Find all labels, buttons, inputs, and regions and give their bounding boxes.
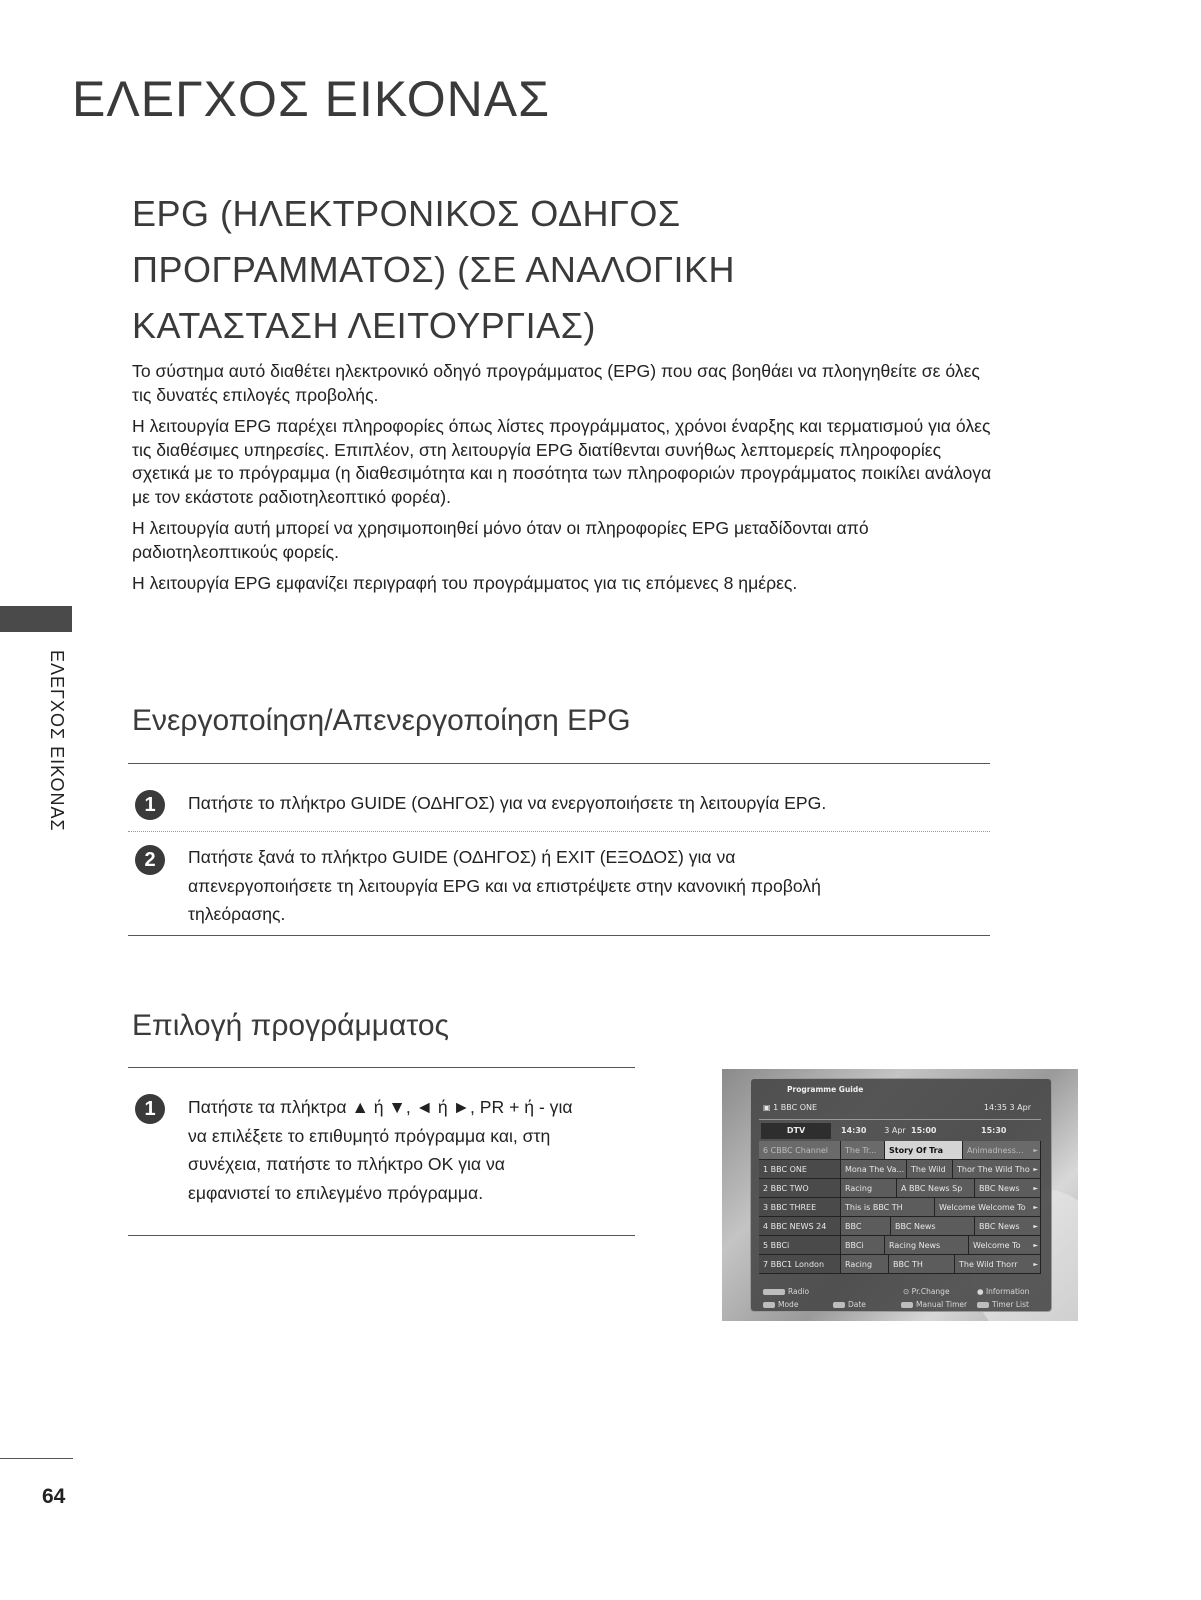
guide-programme-cell[interactable]: BBC News (891, 1217, 975, 1236)
guide-footer-mode: Mode (763, 1300, 798, 1309)
guide-programme-cell[interactable]: BBC (841, 1217, 891, 1236)
arrow-right-icon: ► (1033, 1166, 1038, 1173)
step-text (188, 1093, 573, 1207)
guide-row[interactable] (759, 1255, 1041, 1274)
guide-separator (759, 1119, 1041, 1120)
guide-channel-label: 1 BBC ONE (773, 1103, 818, 1112)
guide-row[interactable] (759, 1198, 1041, 1217)
intro-text (132, 360, 992, 604)
guide-programme-cell[interactable]: Racing News (885, 1236, 969, 1255)
guide-programme-cell[interactable]: BBCi (841, 1236, 885, 1255)
guide-programme-cell[interactable]: Racing (841, 1255, 889, 1274)
step-number: 2 (135, 845, 165, 875)
guide-programme-cell[interactable]: BBC News ► (975, 1217, 1041, 1236)
step-text-line: τηλεόρασης. (188, 904, 286, 924)
guide-footer-timer-list: Timer List (977, 1300, 1029, 1309)
guide-programme-cell[interactable]: A BBC News Sp (897, 1179, 975, 1198)
guide-programme-cell[interactable]: The Wild (907, 1160, 953, 1179)
guide-programme-cell[interactable]: Welcome To ► (969, 1236, 1041, 1255)
page-number-rule (0, 1458, 73, 1459)
intro-paragraph: Η λειτουργία EPG παρέχει πληροφορίες όπως λίστες προγράμματος, χρόνοι έναρξης και τερματισμού για όλες τις διαθέσιμες υπηρεσίες. Επιπλέον, στη λειτουργία EPG διατίθενται συνήθως λεπτομερείς πληροφορίες σχετικά με το πρόγραμμα (η διαθεσιμότητα και η ποσότητα των πληροφοριών προγράμματος ποικίλει ανάλογα με τον εκάστοτε ραδιοτηλεοπτικό φορέα). (132, 416, 992, 507)
guide-time-header: 15:00 (911, 1126, 937, 1135)
side-tab-marker (0, 606, 72, 632)
guide-footer-pr-change: ⊙ Pr.Change (903, 1287, 950, 1296)
step-number: 1 (135, 790, 165, 820)
programme-guide-screenshot (722, 1069, 1078, 1321)
step-text-line: Πατήστε τα πλήκτρα ▲ ή ▼, ◄ ή ►, PR + ή - για (188, 1097, 573, 1117)
guide-channel-name: 2 BBC TWO (759, 1179, 841, 1198)
section1-title: Ενεργοποίηση/Απενεργοποίηση EPG (132, 704, 631, 737)
chapter-title: ΕΛΕΓΧΟΣ ΕΙΚΟΝΑΣ (72, 71, 550, 127)
guide-channel-name: 4 BBC NEWS 24 (759, 1217, 841, 1236)
pr-change-icon: ⊙ (903, 1287, 912, 1296)
arrow-right-icon: ► (1033, 1261, 1038, 1268)
guide-programme-cell[interactable]: Thor The Wild Tho ► (953, 1160, 1041, 1179)
arrow-right-icon: ► (1033, 1223, 1038, 1230)
guide-footer-manual-timer: Manual Timer (901, 1300, 967, 1309)
guide-programme-cell[interactable]: Racing (841, 1179, 897, 1198)
guide-programme-cell[interactable]: BBC TH (889, 1255, 955, 1274)
step-text (188, 843, 821, 929)
guide-channel-name: 6 CBBC Channel (759, 1141, 841, 1160)
section2-bottom-rule (128, 1235, 635, 1236)
arrow-right-icon: ► (1033, 1147, 1038, 1154)
guide-programme-cell[interactable]: The Tr... (841, 1141, 885, 1160)
step-text-line: Πατήστε ξανά το πλήκτρο GUIDE (ΟΔΗΓΟΣ) ή EXIT (ΕΞΟΔΟΣ) για να (188, 847, 736, 867)
section1-top-rule (128, 763, 990, 764)
section1-bottom-rule (128, 935, 990, 936)
arrow-right-icon: ► (1033, 1204, 1038, 1211)
guide-time-header: 14:30 (841, 1126, 867, 1135)
guide-channel-name: 3 BBC THREE (759, 1198, 841, 1217)
guide-date-header: 3 Apr (884, 1126, 906, 1135)
step-text-line: συνέχεια, πατήστε το πλήκτρο OK για να (188, 1154, 505, 1174)
step-divider (128, 831, 990, 832)
guide-row[interactable] (759, 1160, 1041, 1179)
guide-programme-cell[interactable]: Welcome Welcome To ► (935, 1198, 1041, 1217)
guide-current-channel (763, 1103, 817, 1112)
guide-programme-cell-selected[interactable]: Story Of Tra (885, 1141, 963, 1160)
guide-row[interactable] (759, 1217, 1041, 1236)
guide-row[interactable] (759, 1141, 1041, 1160)
step-text: Πατήστε το πλήκτρο GUIDE (ΟΔΗΓΟΣ) για να ενεργοποιήσετε τη λειτουργία EPG. (188, 793, 827, 813)
blue-key-icon (977, 1302, 989, 1308)
section-title: EPG (ΗΛΕΚΤΡΟΝΙΚΟΣ ΟΔΗΓΟΣ ΠΡΟΓΡΑΜΜΑΤΟΣ) (ΣΕ ΑΝΑΛΟΓΙΚΗ ΚΑΤΑΣΤΑΣΗ ΛΕΙΤΟΥΡΓΙΑΣ) (132, 193, 736, 346)
guide-channel-name: 5 BBCi (759, 1236, 841, 1255)
arrow-right-icon: ► (1033, 1185, 1038, 1192)
step-number: 1 (135, 1094, 165, 1124)
guide-programme-cell[interactable]: The Wild Thorr ► (955, 1255, 1041, 1274)
red-key-icon (763, 1302, 775, 1308)
guide-programme-cell[interactable]: Mona The Va... (841, 1160, 907, 1179)
intro-paragraph: Η λειτουργία αυτή μπορεί να χρησιμοποιηθεί μόνο όταν οι πληροφορίες EPG μεταδίδονται από ραδιοτηλεοπτικούς φορείς. (132, 518, 869, 562)
guide-programme-cell[interactable]: BBC News ► (975, 1179, 1041, 1198)
guide-time-header: 15:30 (981, 1126, 1007, 1135)
guide-mode-header: DTV (761, 1123, 831, 1139)
guide-channel-name: 7 BBC1 London (759, 1255, 841, 1274)
guide-clock: 14:35 3 Apr (983, 1103, 1031, 1112)
tv-radio-key-icon (763, 1289, 785, 1295)
section2-top-rule (128, 1067, 635, 1068)
step-text-line: να επιλέξετε το επιθυμητό πρόγραμμα και, στη (188, 1125, 551, 1146)
tv-icon: ▣ (763, 1103, 774, 1112)
green-key-icon (833, 1302, 845, 1308)
arrow-right-icon: ► (1033, 1242, 1038, 1249)
guide-footer-information: ● Information (977, 1287, 1030, 1296)
side-chapter-label: ΕΛΕΓΧΟΣ ΕΙΚΟΝΑΣ (47, 650, 67, 832)
step-text-line: απενεργοποιήσετε τη λειτουργία EPG και να επιστρέψετε στην κανονική προβολή (188, 875, 821, 896)
guide-row[interactable] (759, 1179, 1041, 1198)
step-text-line: εμφανιστεί το επιλεγμένο πρόγραμμα. (188, 1182, 484, 1203)
guide-title: Programme Guide (787, 1085, 864, 1094)
page-number: 64 (42, 1485, 66, 1508)
guide-row[interactable] (759, 1236, 1041, 1255)
section2-title: Επιλογή προγράμματος (132, 1009, 449, 1042)
guide-programme-cell[interactable]: This is BBC TH (841, 1198, 935, 1217)
intro-paragraph: Η λειτουργία EPG εμφανίζει περιγραφή του προγράμματος για τις επόμενες 8 ημέρες. (132, 573, 798, 593)
info-icon: ● (977, 1287, 986, 1296)
guide-programme-cell[interactable]: Animadness... ► (963, 1141, 1041, 1160)
yellow-key-icon (901, 1302, 913, 1308)
guide-channel-name: 1 BBC ONE (759, 1160, 841, 1179)
intro-paragraph: Το σύστημα αυτό διαθέτει ηλεκτρονικό οδηγό προγράμματος (EPG) που σας βοηθάει να πλοηγηθείτε σε όλες τις δυνατές επιλογές προβολής. (132, 361, 980, 405)
guide-footer-date: Date (833, 1300, 866, 1309)
guide-footer-radio: Radio (763, 1287, 809, 1296)
programme-guide-panel (750, 1078, 1052, 1312)
